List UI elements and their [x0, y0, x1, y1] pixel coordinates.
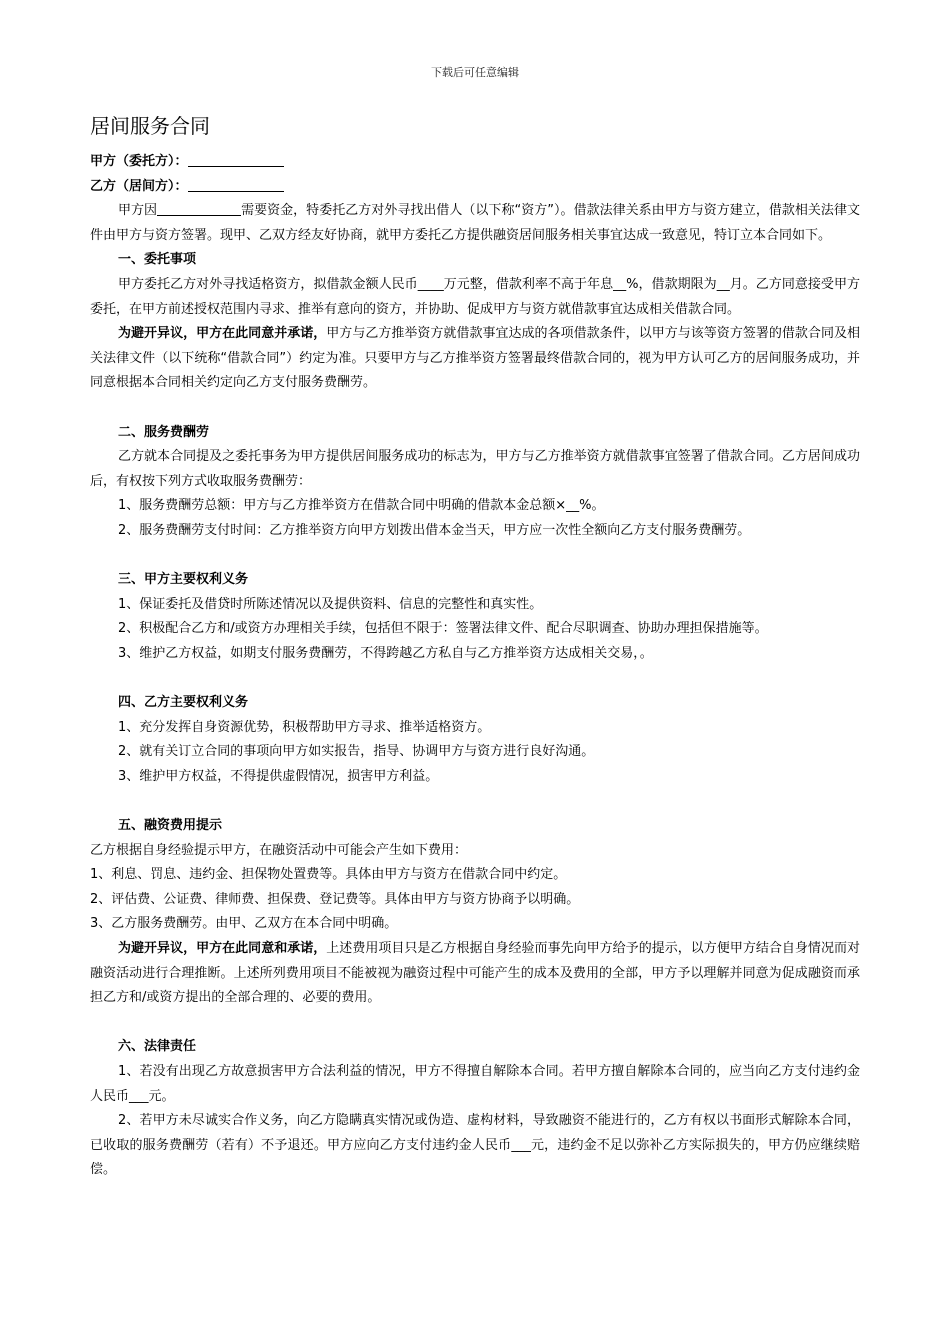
intro-blank [157, 200, 241, 216]
section-3-item-2: 2、积极配合乙方和/或资方办理相关手续，包括但不限于：签署法律文件、配合尽职调查、协助办理担保措施等。 [118, 621, 768, 637]
section-1-paragraph-1: 甲方委托乙方对外寻找适格资方，拟借款金额人民币____万元整，借款利率不高于年息__%，借款期限为__月。乙方同意接受甲方委托，在甲方前述授权范围内寻求、推举有意向的资方，并协助、促成甲方与资方就借款事宜达成相关借款合同。 [90, 276, 860, 317]
section-1-heading: 一、委托事项 [118, 252, 197, 268]
party-b-label: 乙方（居间方）： [90, 178, 188, 194]
intro-paragraph [90, 199, 860, 248]
section-2-item-2: 2、服务费酬劳支付时间：乙方推举资方向甲方划拨出借本金当天，甲方应一次性全额向乙方支付服务费酬劳。 [118, 522, 751, 538]
party-a-blank [188, 151, 284, 167]
section-5-bold-lead: 为避开异议，甲方在此同意和承诺， [118, 941, 327, 956]
section-2-item-1: 1、服务费酬劳总额：甲方与乙方推举资方在借款合同中明确的借款本金总额×__%。 [118, 498, 605, 514]
section-4-item-1: 1、充分发挥自身资源优势，积极帮助甲方寻求、推举适格资方。 [118, 719, 491, 735]
section-3-item-1: 1、保证委托及借贷时所陈述情况以及提供资料、信息的完整性和真实性。 [118, 596, 543, 612]
party-a-label: 甲方（委托方）： [90, 154, 188, 169]
section-5-item-3: 3、乙方服务费酬劳。由甲、乙双方在本合同中明确。 [90, 916, 398, 932]
section-5-paragraph-2 [90, 937, 860, 1011]
document-title: 居间服务合同 [90, 114, 210, 138]
party-b-line [90, 175, 860, 200]
section-2-heading: 二、服务费酬劳 [118, 424, 210, 440]
section-5-heading: 五、融资费用提示 [118, 818, 223, 834]
section-4-item-3: 3、维护甲方权益，不得提供虚假情况，损害甲方利益。 [118, 768, 439, 784]
section-5-item-1: 1、利息、罚息、违约金、担保物处置费等。具体由甲方与资方在借款合同中约定。 [90, 867, 567, 883]
section-2-paragraph-1: 乙方就本合同提及之委托事务为甲方提供居间服务成功的标志为，甲方与乙方推举资方就借款事宜签署了借款合同。乙方居间成功后，有权按下列方式收取服务费酬劳： [90, 449, 860, 489]
section-4-heading: 四、乙方主要权利义务 [118, 695, 249, 711]
contract-body [90, 150, 860, 1183]
section-1-paragraph-2 [90, 322, 860, 396]
section-5-paragraph-2-text: 上述费用项目只是乙方根据自身经验而事先向甲方给予的提示，以方便甲方结合自身情况而对融资活动进行合理推断。上述所列费用项目不能被视为融资过程中可能产生的成本及费用的全部，甲方予以理解并同意为促成融资而承担乙方和/或资方提出的全部合理的、必要的费用。 [90, 941, 860, 1006]
section-6-heading: 六、法律责任 [118, 1039, 197, 1055]
party-b-blank [188, 176, 284, 192]
header-note: 下载后可任意编辑 [431, 66, 519, 79]
section-5-item-2: 2、评估费、公证费、律师费、担保费、登记费等。具体由甲方与资方协商予以明确。 [90, 891, 580, 907]
section-6-paragraph-2: 2、若甲方未尽诚实合作义务，向乙方隐瞒真实情况或伪造、虚构材料，导致融资不能进行的，乙方有权以书面形式解除本合同，已收取的服务费酬劳（若有）不予退还。甲方应向乙方支付违约金人民币___元，违约金不足以弥补乙方实际损失的，甲方仍应继续赔偿。 [90, 1113, 860, 1178]
section-6-paragraph-1: 1、若没有出现乙方故意损害甲方合法利益的情况，甲方不得擅自解除本合同。若甲方擅自解除本合同的，应当向乙方支付违约金人民币___元。 [90, 1063, 860, 1104]
section-3-item-3: 3、维护乙方权益，如期支付服务费酬劳，不得跨越乙方私自与乙方推举资方达成相关交易，。 [118, 645, 653, 661]
intro-post: 需要资金，特委托乙方对外寻找出借人（以下称“资方”）。借款法律关系由甲方与资方建立，借款相关法律文件由甲方与资方签署。现甲、乙双方经友好协商，就甲方委托乙方提供融资居间服务相关事宜达成一致意见，特订立本合同如下。 [90, 203, 860, 243]
section-1-bold-lead: 为避开异议，甲方在此同意并承诺， [118, 326, 327, 342]
section-4-item-2: 2、就有关订立合同的事项向甲方如实报告，指导、协调甲方与资方进行良好沟通。 [118, 744, 595, 760]
section-5-paragraph-1: 乙方根据自身经验提示甲方，在融资活动中可能会产生如下费用： [90, 842, 468, 858]
section-3-heading: 三、甲方主要权利义务 [118, 572, 249, 588]
intro-pre: 甲方因 [118, 203, 158, 219]
section-1-paragraph-2-text: 甲方与乙方推举资方就借款事宜达成的各项借款条件，以甲方与该等资方签署的借款合同及相关法律文件（以下统称“借款合同”）约定为准。只要甲方与乙方推举资方签署最终借款合同的，视为甲方认可乙方的居间服务成功，并同意根据本合同相关约定向乙方支付服务费酬劳。 [90, 326, 860, 391]
party-a-line [90, 150, 860, 175]
